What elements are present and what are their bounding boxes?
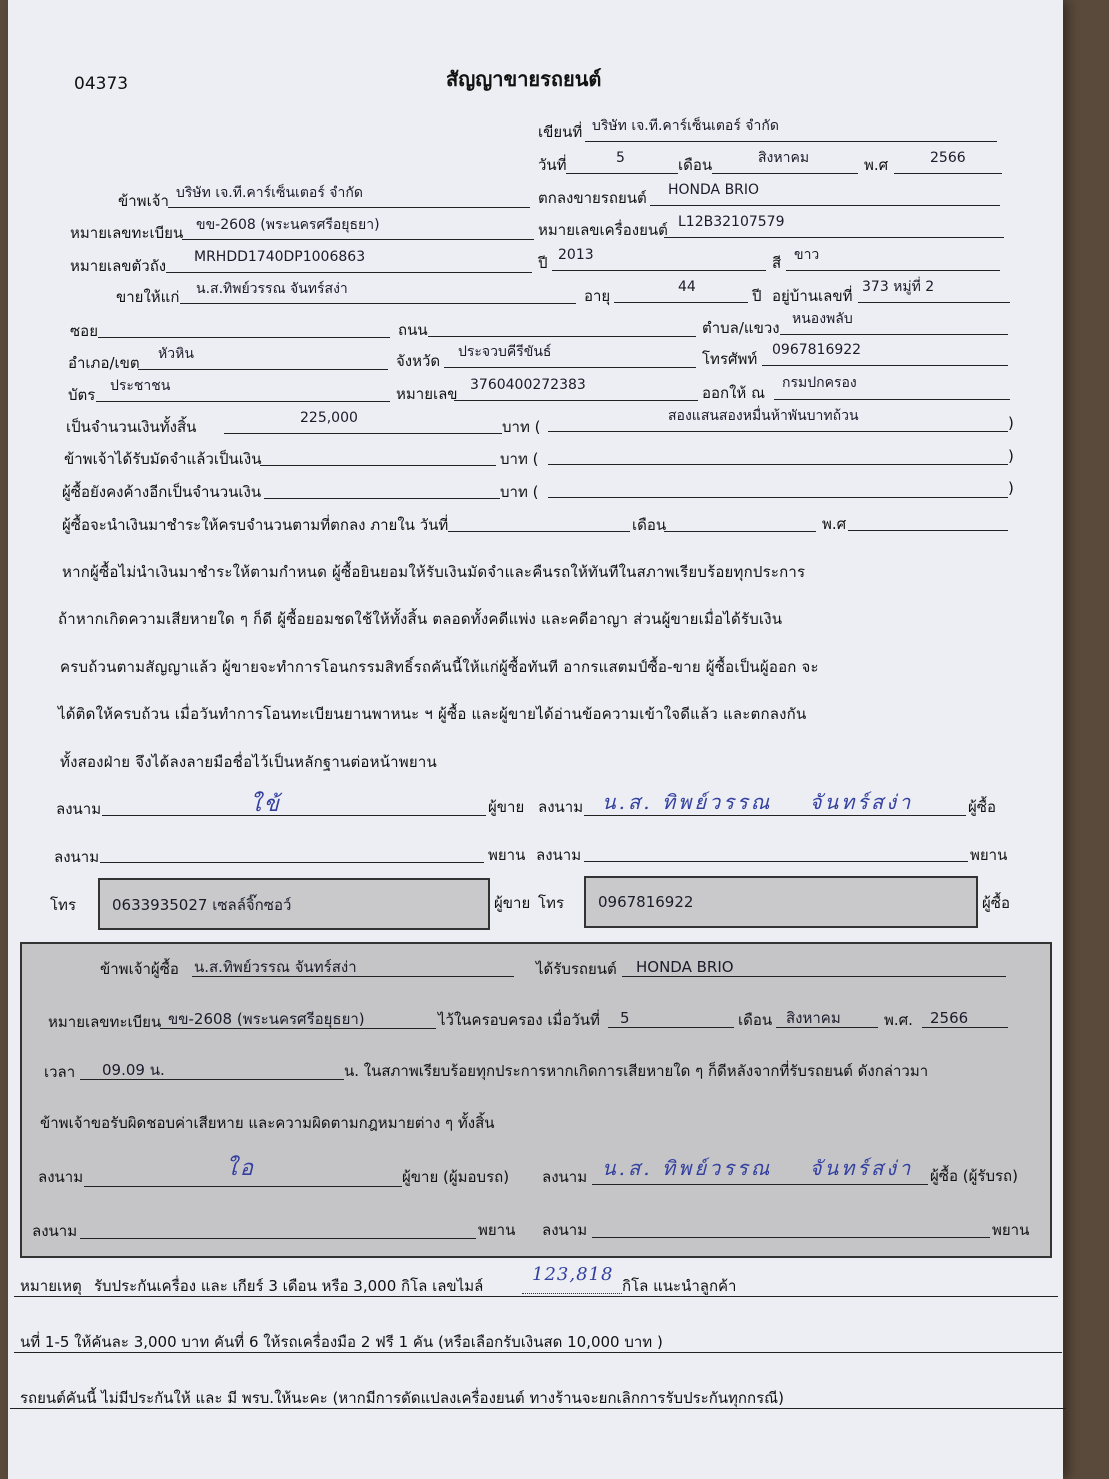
receipt-time-line bbox=[80, 1079, 344, 1080]
date-label: วันที่ bbox=[538, 156, 567, 174]
terms-line-2: ถ้าหากเกิดความเสียหายใด ๆ ก็ดี ผู้ซื้อยอมชดใช้ให้ทั้งสิ้น ตลอดทั้งคดีแพ่ง และคดีอาญา ส่วนผู้ขายเมื่อได้รับเงิน bbox=[58, 610, 783, 628]
total-baht: บาท ( bbox=[502, 418, 541, 436]
deposit-close: ) bbox=[1008, 447, 1014, 465]
receipt-buyer-sign-line bbox=[592, 1184, 928, 1185]
card-label: บัตร bbox=[68, 386, 96, 404]
plate-label: หมายเลขทะเบียน bbox=[70, 224, 184, 242]
year-value: 2566 bbox=[930, 150, 966, 166]
total-close: ) bbox=[1008, 414, 1014, 432]
witness1-sign-label: ลงนาม bbox=[54, 848, 100, 866]
owing-words-line bbox=[548, 497, 1008, 498]
house-value: 373 หมู่ที่ 2 bbox=[862, 279, 935, 295]
receipt-year-label: พ.ศ. bbox=[884, 1011, 913, 1029]
remarks-label: หมายเหตุ bbox=[20, 1277, 82, 1295]
plate-value: ขข-2608 (พระนครศรีอยุธยา) bbox=[196, 217, 380, 233]
buyer-signature: น.ส. ทิพย์วรรณ จันทร์สง่า bbox=[602, 790, 914, 814]
receipt-line1-tail: น. ในสภาพเรียบร้อยทุกประการหากเกิดการเสียหายใด ๆ ก็ดีหลังจากที่รับรถยนต์ ดังกล่าวมา bbox=[344, 1062, 929, 1080]
seller-signature: ใข้ bbox=[250, 792, 282, 817]
due-month-line bbox=[664, 531, 816, 532]
buyer-line bbox=[180, 303, 576, 304]
deposit-words-line bbox=[548, 464, 1008, 465]
total-label: เป็นจำนวนเงินทั้งสิ้น bbox=[66, 418, 197, 436]
terms-line-3: ครบถ้วนตามสัญญาแล้ว ผู้ขายจะทำการโอนกรรมสิทธิ์รถคันนี้ให้แก่ผู้ซื้อทันที อากรแสตมป์ซื้อ-ขาย ผู้ซื้อเป็นผู้ออก จะ bbox=[60, 658, 819, 676]
color-value: ขาว bbox=[794, 247, 820, 263]
year-line bbox=[894, 173, 1002, 174]
receipt-seller-signature: ใอ bbox=[226, 1156, 256, 1181]
receipt-witness1-role: พยาน bbox=[478, 1221, 516, 1239]
engine-line bbox=[664, 237, 1004, 238]
id-label: หมายเลข bbox=[396, 385, 458, 403]
age-label: อายุ bbox=[584, 287, 611, 305]
due-day-line bbox=[448, 531, 630, 532]
house-label: อยู่บ้านเลขที่ bbox=[772, 287, 853, 305]
id-value: 3760400272383 bbox=[470, 377, 586, 393]
receipt-seller-sign-label: ลงนาม bbox=[38, 1168, 84, 1186]
total-words-line bbox=[548, 431, 1008, 432]
remarks-line2: นที่ 1-5 ให้คันละ 3,000 บาท คันที่ 6 ให้รถเครื่องมือ 2 ฟรี 1 คัน (หรือเลือกรับเงินสด 10,000 บาท ) bbox=[20, 1333, 663, 1351]
receipt-witness2-line bbox=[592, 1237, 990, 1238]
chassis-label: หมายเลขตัวถัง bbox=[70, 257, 167, 275]
receipt-witness1-sign-label: ลงนาม bbox=[32, 1222, 78, 1240]
due-label: ผู้ซื้อจะนำเงินมาชำระให้ครบจำนวนตามที่ตกลง ภายใน วันที่ bbox=[62, 516, 449, 534]
total-line bbox=[224, 433, 502, 434]
province-label: จังหวัด bbox=[396, 352, 441, 370]
due-year-label: พ.ศ bbox=[822, 515, 847, 533]
owing-close: ) bbox=[1008, 479, 1014, 497]
house-line bbox=[858, 302, 1010, 303]
receipt-month-line bbox=[776, 1027, 878, 1028]
terms-line-5: ทั้งสองฝ่าย จึงได้ลงลายมือชื่อไว้เป็นหลักฐานต่อหน้าพยาน bbox=[60, 753, 437, 771]
receipt-month-value: สิงหาคม bbox=[786, 1009, 841, 1027]
day-line bbox=[566, 173, 678, 174]
district-label: อำเภอ/เขต bbox=[68, 354, 140, 372]
car-line bbox=[650, 205, 1000, 206]
receipt-possession-label: ไว้ในครอบครอง เมื่อวันที่ bbox=[438, 1011, 600, 1029]
witness1-sign-line bbox=[100, 862, 484, 863]
buyer-value: น.ส.ทิพย์วรรณ จันทร์สง่า bbox=[196, 281, 348, 297]
deposit-baht: บาท ( bbox=[500, 450, 539, 468]
total-value: 225,000 bbox=[300, 410, 358, 426]
owing-line bbox=[264, 498, 500, 499]
district-value: หัวหิน bbox=[158, 346, 194, 362]
seller-label: ข้าพเจ้า bbox=[118, 192, 169, 210]
seller-sign-label: ลงนาม bbox=[56, 800, 102, 818]
seller-line bbox=[168, 207, 530, 208]
mileage-dots bbox=[522, 1293, 622, 1294]
owing-label: ผู้ซื้อยังคงค้างอีกเป็นจำนวนเงิน bbox=[62, 483, 262, 501]
witness2-sign-line bbox=[584, 861, 968, 862]
district-line bbox=[138, 369, 388, 370]
receipt-buyer-role: ผู้ซื้อ (ผู้รับรถ) bbox=[930, 1167, 1018, 1185]
receipt-car-value: HONDA BRIO bbox=[636, 958, 734, 976]
card-value: ประชาชน bbox=[110, 378, 171, 394]
issued-label: ออกให้ ณ bbox=[702, 384, 765, 402]
receipt-plate-line bbox=[160, 1028, 436, 1029]
year-label: พ.ศ bbox=[864, 156, 889, 174]
month-value: สิงหาคม bbox=[758, 150, 810, 166]
age-line bbox=[614, 302, 748, 303]
document-title: สัญญาขายรถยนต์ bbox=[446, 67, 602, 91]
receipt-buyer-label: ข้าพเจ้าผู้ซื้อ bbox=[100, 960, 179, 978]
id-line bbox=[454, 400, 698, 401]
soi-label: ซอย bbox=[70, 322, 98, 340]
phone-line bbox=[762, 365, 1008, 366]
buyer-phone-role: ผู้ซื้อ bbox=[982, 894, 1010, 912]
written-at-value: บริษัท เจ.ที.คาร์เซ็นเตอร์ จำกัด bbox=[592, 118, 779, 134]
car-year-label: ปี bbox=[538, 254, 548, 272]
province-line bbox=[444, 367, 696, 368]
car-year-line bbox=[552, 270, 766, 271]
buyer-phone-label: โทร bbox=[538, 894, 565, 912]
terms-line-1: หากผู้ซื้อไม่นำเงินมาชำระให้ตามกำหนด ผู้ซื้อยินยอมให้รับเงินมัดจำและคืนรถให้ทันทีในสภาพเรียบร้อยทุกประการ bbox=[62, 563, 806, 581]
phone-value: 0967816922 bbox=[772, 342, 862, 358]
receipt-year-value: 2566 bbox=[930, 1009, 969, 1027]
subdistrict-value: หนองพลับ bbox=[792, 311, 853, 327]
chassis-line bbox=[166, 272, 532, 273]
remarks-line2-rule bbox=[14, 1352, 1062, 1353]
seller-phone-label: โทร bbox=[50, 896, 77, 914]
issued-value: กรมปกครอง bbox=[782, 375, 857, 391]
car-year-value: 2013 bbox=[558, 247, 594, 263]
receipt-plate-label: หมายเลขทะเบียน bbox=[48, 1013, 162, 1031]
witness2-sign-label: ลงนาม bbox=[536, 846, 582, 864]
receipt-witness2-sign-label: ลงนาม bbox=[542, 1221, 588, 1239]
receipt-buyer-value: น.ส.ทิพย์วรรณ จันทร์สง่า bbox=[194, 958, 357, 976]
remarks-line3-rule bbox=[10, 1408, 1066, 1409]
seller-value: บริษัท เจ.ที.คาร์เซ็นเตอร์ จำกัด bbox=[176, 185, 363, 201]
total-words: สองแสนสองหมื่นห้าพันบาทถ้วน bbox=[668, 408, 859, 424]
engine-value: L12B32107579 bbox=[678, 214, 785, 230]
issued-line bbox=[774, 399, 1010, 400]
mileage-value: 123,818 bbox=[532, 1264, 614, 1285]
seller-sign-line bbox=[102, 815, 486, 816]
car-value: HONDA BRIO bbox=[668, 182, 760, 198]
deposit-line bbox=[260, 465, 496, 466]
due-year-line bbox=[848, 530, 1008, 531]
chassis-value: MRHDD1740DP1006863 bbox=[194, 249, 366, 265]
receipt-seller-role: ผู้ขาย (ผู้มอบรถ) bbox=[402, 1168, 510, 1186]
terms-line-4: ได้ติดให้ครบถ้วน เมื่อวันทำการโอนทะเบียนยานพาหนะ ฯ ผู้ซื้อ และผู้ขายได้อ่านข้อความเข้าใจดีแล้ว และตกลงกัน bbox=[58, 705, 807, 723]
written-at-label: เขียนที่ bbox=[538, 123, 583, 141]
receipt-panel bbox=[20, 942, 1052, 1258]
owing-baht: บาท ( bbox=[500, 483, 539, 501]
remarks-line3: รถยนต์คันนี้ ไม่มีประกันให้ และ มี พรบ.ให้นะคะ (หากมีการดัดแปลงเครื่องยนต์ ทางร้านจะยกเลิกการรับประกันทุกกรณี) bbox=[20, 1389, 784, 1407]
document-number: 04373 bbox=[74, 74, 129, 94]
soi-line bbox=[98, 337, 390, 338]
buyer-sign-role: ผู้ซื้อ bbox=[968, 798, 996, 816]
seller-sign-role: ผู้ขาย bbox=[488, 798, 525, 816]
day-value: 5 bbox=[616, 150, 625, 166]
province-value: ประจวบคีรีขันธ์ bbox=[458, 344, 552, 360]
remarks-line1-rule bbox=[14, 1296, 1058, 1297]
receipt-buyer-sign-label: ลงนาม bbox=[542, 1168, 588, 1186]
plate-line bbox=[182, 239, 534, 240]
remarks-line1-a: รับประกันเครื่อง และ เกียร์ 3 เดือน หรือ 3,000 กิโล เลขไมล์ bbox=[94, 1277, 484, 1295]
receipt-time-label: เวลา bbox=[44, 1063, 76, 1081]
deposit-label: ข้าพเจ้าได้รับมัดจำแล้วเป็นเงิน bbox=[64, 450, 262, 468]
month-line bbox=[712, 173, 858, 174]
road-line bbox=[428, 336, 696, 337]
written-at-line bbox=[585, 141, 997, 142]
buyer-phone-value: 0967816922 bbox=[598, 893, 694, 911]
color-label: สี bbox=[772, 254, 782, 272]
receipt-seller-sign-line bbox=[84, 1186, 402, 1187]
engine-label: หมายเลขเครื่องยนต์ bbox=[538, 221, 668, 239]
age-unit: ปี bbox=[752, 287, 762, 305]
receipt-car-line bbox=[622, 976, 1006, 977]
receipt-day-line bbox=[608, 1027, 734, 1028]
receipt-line2: ข้าพเจ้าขอรับผิดชอบค่าเสียหาย และความผิดตามกฎหมายต่าง ๆ ทั้งสิ้น bbox=[40, 1114, 495, 1132]
buyer-label: ขายให้แก่ bbox=[116, 288, 180, 306]
buyer-sign-label: ลงนาม bbox=[538, 798, 584, 816]
age-value: 44 bbox=[678, 279, 696, 295]
subdistrict-line bbox=[780, 334, 1008, 335]
receipt-received-label: ได้รับรถยนต์ bbox=[536, 960, 617, 978]
subdistrict-label: ตำบล/แขวง bbox=[702, 319, 780, 337]
month-label: เดือน bbox=[678, 156, 713, 174]
receipt-buyer-line bbox=[192, 976, 514, 977]
road-label: ถนน bbox=[398, 321, 428, 339]
receipt-day-value: 5 bbox=[620, 1009, 630, 1027]
phone-label: โทรศัพท์ bbox=[702, 350, 758, 368]
remarks-line1-b: กิโล แนะนำลูกค้า bbox=[622, 1277, 737, 1295]
seller-phone-role: ผู้ขาย bbox=[494, 894, 531, 912]
receipt-witness2-role: พยาน bbox=[992, 1221, 1030, 1239]
witness1-role: พยาน bbox=[488, 846, 526, 864]
card-line bbox=[96, 401, 390, 402]
color-line bbox=[786, 270, 1000, 271]
witness2-role: พยาน bbox=[970, 846, 1008, 864]
receipt-time-value: 09.09 น. bbox=[102, 1061, 165, 1079]
receipt-witness1-line bbox=[80, 1238, 476, 1239]
receipt-buyer-signature: น.ส. ทิพย์วรรณ จันทร์สง่า bbox=[602, 1156, 914, 1180]
receipt-month-label: เดือน bbox=[738, 1011, 773, 1029]
receipt-plate-value: ขข-2608 (พระนครศรีอยุธยา) bbox=[168, 1010, 365, 1028]
seller-phone-value: 0633935027 เซลล์จิ๊กซอว์ bbox=[112, 896, 292, 914]
due-month-label: เดือน bbox=[632, 516, 667, 534]
receipt-year-line bbox=[922, 1027, 1008, 1028]
agree-label: ตกลงขายรถยนต์ bbox=[538, 189, 647, 207]
